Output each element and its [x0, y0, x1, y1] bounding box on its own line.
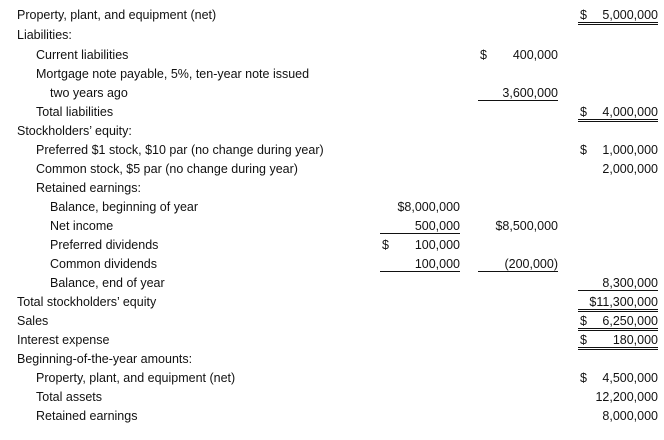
- row-label: Total liabilities: [36, 105, 114, 119]
- row-label: Interest expense: [17, 333, 110, 347]
- row-sales: [0, 313, 664, 332]
- amount-col3: 12,200,000: [595, 390, 658, 404]
- row-label: Balance, end of year: [50, 276, 165, 290]
- row-label: Total stockholders’ equity: [17, 295, 157, 309]
- row-net-income: [0, 218, 664, 237]
- row-beginning-amounts-heading: [0, 351, 664, 370]
- section-heading: Retained earnings:: [36, 181, 141, 195]
- amount-col3: $11,300,000: [578, 295, 658, 312]
- amount-col1: 500,000: [380, 219, 460, 234]
- row-common-dividends: [0, 256, 664, 275]
- row-preferred-stock: [0, 142, 664, 161]
- row-label: Current liabilities: [36, 48, 129, 62]
- amount-col2: (200,000): [478, 257, 558, 272]
- section-heading: Liabilities:: [17, 28, 72, 42]
- amount-col2: 3,600,000: [478, 86, 558, 101]
- amount-col3: 2,000,000: [602, 162, 658, 176]
- amount-col3: 8,000,000: [602, 409, 658, 423]
- section-heading: Beginning-of-the-year amounts:: [17, 352, 193, 366]
- section-heading: Stockholders’ equity:: [17, 124, 132, 138]
- row-liabilities-heading: [0, 27, 664, 46]
- row-interest-expense: [0, 332, 664, 351]
- row-label: Sales: [17, 314, 49, 328]
- row-label: two years ago: [50, 86, 128, 100]
- amount-col1: $8,000,000: [397, 200, 460, 214]
- row-label: Mortgage note payable, 5%, ten-year note issued: [36, 67, 310, 81]
- row-mortgage-line1: [0, 66, 664, 85]
- row-label: Property, plant, and equipment (net): [36, 371, 236, 385]
- amount-col2: $8,500,000: [495, 219, 558, 233]
- row-common-stock: [0, 161, 664, 180]
- amount-col3: 8,300,000: [578, 276, 658, 291]
- row-balance-end: [0, 275, 664, 294]
- row-label: Common dividends: [50, 257, 157, 271]
- amount-col3: $ 5,000,000: [578, 8, 658, 25]
- row-label: Common stock, $5 par (no change during year): [36, 162, 298, 176]
- row-current-liabilities: [0, 47, 664, 66]
- amount-col3: $ 6,250,000: [578, 314, 658, 331]
- row-label: Balance, beginning of year: [50, 200, 199, 214]
- amount-col2: $ 400,000: [480, 48, 558, 62]
- row-total-equity: [0, 294, 664, 313]
- amount-col3: $ 1,000,000: [580, 143, 658, 157]
- row-mortgage-line2: [0, 85, 664, 104]
- amount-col1: $ 100,000: [382, 238, 460, 252]
- row-equity-heading: [0, 123, 664, 142]
- row-label: Property, plant, and equipment (net): [17, 8, 217, 22]
- amount-col3: $ 4,000,000: [578, 105, 658, 122]
- row-retained-earnings-heading: [0, 180, 664, 199]
- amount-col3: $ 4,500,000: [580, 371, 658, 385]
- row-label: Total assets: [36, 390, 103, 404]
- row-label: Retained earnings: [36, 409, 138, 423]
- row-label: Preferred $1 stock, $10 par (no change during year): [36, 143, 324, 157]
- amount-col1: 100,000: [380, 257, 460, 272]
- row-total-liabilities: [0, 104, 664, 123]
- row-label: Preferred dividends: [50, 238, 159, 252]
- row-balance-beginning: [0, 199, 664, 218]
- amount-col3: $ 180,000: [578, 333, 658, 350]
- row-preferred-dividends: [0, 237, 664, 256]
- row-ppe-net: [0, 7, 664, 26]
- row-label: Net income: [50, 219, 114, 233]
- row-begin-total-assets: [0, 389, 664, 408]
- row-begin-retained-earnings: [0, 408, 664, 427]
- row-begin-ppe: [0, 370, 664, 389]
